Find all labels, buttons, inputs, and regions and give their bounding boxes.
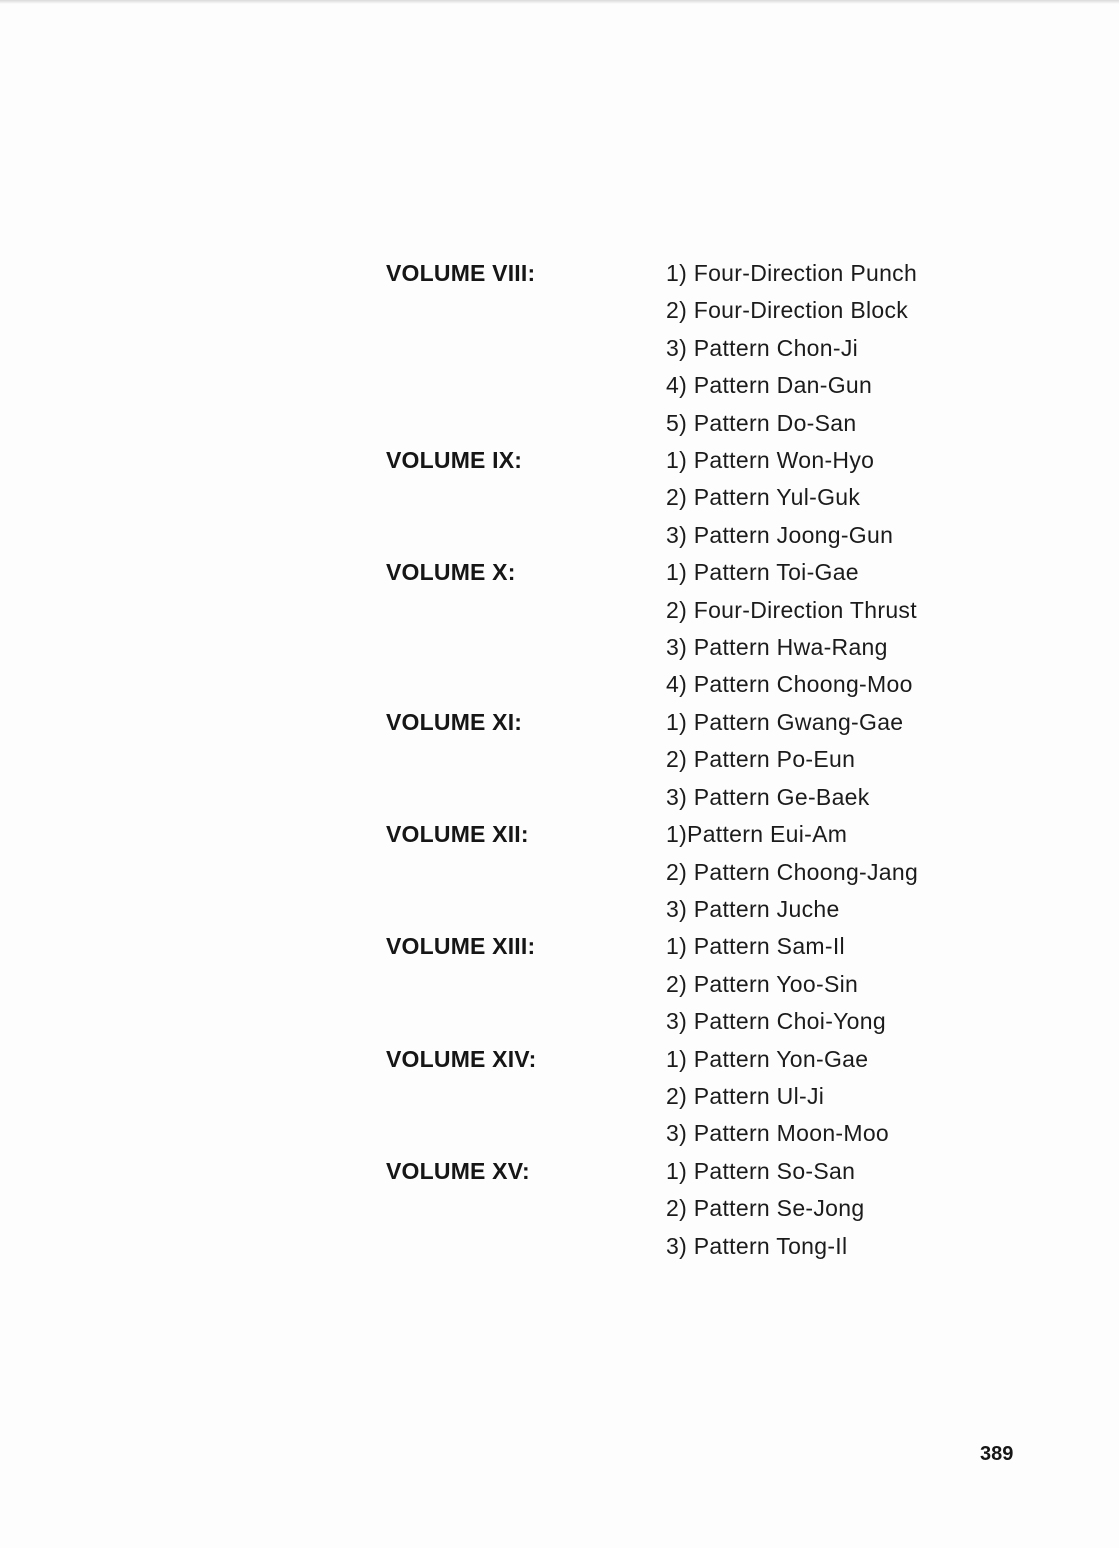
volume-item-list bbox=[666, 704, 903, 816]
volume-item: 2) Pattern Ul-Ji bbox=[666, 1082, 825, 1109]
volume-item: 1) Four-Direction Punch bbox=[666, 260, 918, 286]
volume-group bbox=[386, 442, 1006, 554]
volume-item: 2) Pattern Choong-Jang bbox=[666, 858, 919, 885]
volume-label: VOLUME XIV: bbox=[386, 1045, 537, 1072]
volume-group bbox=[386, 1041, 1006, 1153]
volume-item: 4) Pattern Dan-Gun bbox=[666, 372, 873, 399]
volume-group bbox=[386, 255, 1006, 442]
volume-item: 3) Pattern Chon-Ji bbox=[666, 334, 859, 361]
volume-group bbox=[386, 704, 1006, 816]
volume-contents-list bbox=[386, 255, 1006, 1265]
volume-item: 3) Pattern Hwa-Rang bbox=[666, 634, 888, 661]
volume-item: 1) Pattern Gwang-Gae bbox=[666, 708, 904, 735]
volume-item: 3) Pattern Ge-Baek bbox=[666, 783, 870, 810]
volume-label: VOLUME VIII: bbox=[386, 260, 536, 286]
volume-item: 3) Pattern Choi-Yong bbox=[666, 1008, 886, 1035]
volume-label: VOLUME XI: bbox=[386, 708, 523, 735]
volume-item-list bbox=[666, 554, 917, 704]
volume-item: 2) Four-Direction Thrust bbox=[666, 596, 917, 623]
volume-group bbox=[386, 1153, 1006, 1265]
volume-label: VOLUME X: bbox=[386, 559, 516, 586]
volume-item: 2) Pattern Po-Eun bbox=[666, 746, 856, 773]
volume-group bbox=[386, 554, 1006, 704]
volume-label: VOLUME XV: bbox=[386, 1157, 530, 1184]
volume-item: 1) Pattern Yon-Gae bbox=[666, 1045, 869, 1072]
volume-label: VOLUME XIII: bbox=[386, 933, 536, 960]
page-number: 389 bbox=[980, 1443, 1014, 1465]
volume-item: 3) Pattern Tong-Il bbox=[666, 1232, 848, 1259]
volume-item: 2) Pattern Se-Jong bbox=[666, 1195, 865, 1222]
volume-item-list bbox=[666, 442, 893, 554]
volume-item: 1) Pattern Won-Hyo bbox=[666, 447, 875, 474]
volume-item: 1) Pattern Sam-Il bbox=[666, 933, 845, 960]
volume-item: 4) Pattern Choong-Moo bbox=[666, 671, 913, 698]
volume-label: VOLUME XII: bbox=[386, 821, 529, 848]
volume-item-list bbox=[666, 1153, 864, 1265]
volume-item: 2) Pattern Yoo-Sin bbox=[666, 970, 859, 997]
volume-item-list bbox=[666, 928, 886, 1040]
volume-item-list bbox=[666, 255, 917, 442]
volume-item: 3) Pattern Juche bbox=[666, 895, 840, 922]
volume-item: 1) Pattern Toi-Gae bbox=[666, 559, 859, 586]
volume-item-list bbox=[666, 1041, 889, 1153]
volume-item-list bbox=[666, 816, 918, 928]
volume-group bbox=[386, 816, 1006, 928]
volume-item: 1)Pattern Eui-Am bbox=[666, 821, 848, 848]
volume-item: 3) Pattern Joong-Gun bbox=[666, 521, 894, 548]
volume-label: VOLUME IX: bbox=[386, 447, 523, 474]
volume-group bbox=[386, 928, 1006, 1040]
volume-item: 3) Pattern Moon-Moo bbox=[666, 1120, 890, 1147]
volume-item: 2) Four-Direction Block bbox=[666, 297, 909, 324]
page-top-edge bbox=[0, 0, 1119, 4]
volume-item: 1) Pattern So-San bbox=[666, 1157, 856, 1184]
volume-item: 5) Pattern Do-San bbox=[666, 409, 857, 436]
volume-item: 2) Pattern Yul-Guk bbox=[666, 484, 861, 511]
